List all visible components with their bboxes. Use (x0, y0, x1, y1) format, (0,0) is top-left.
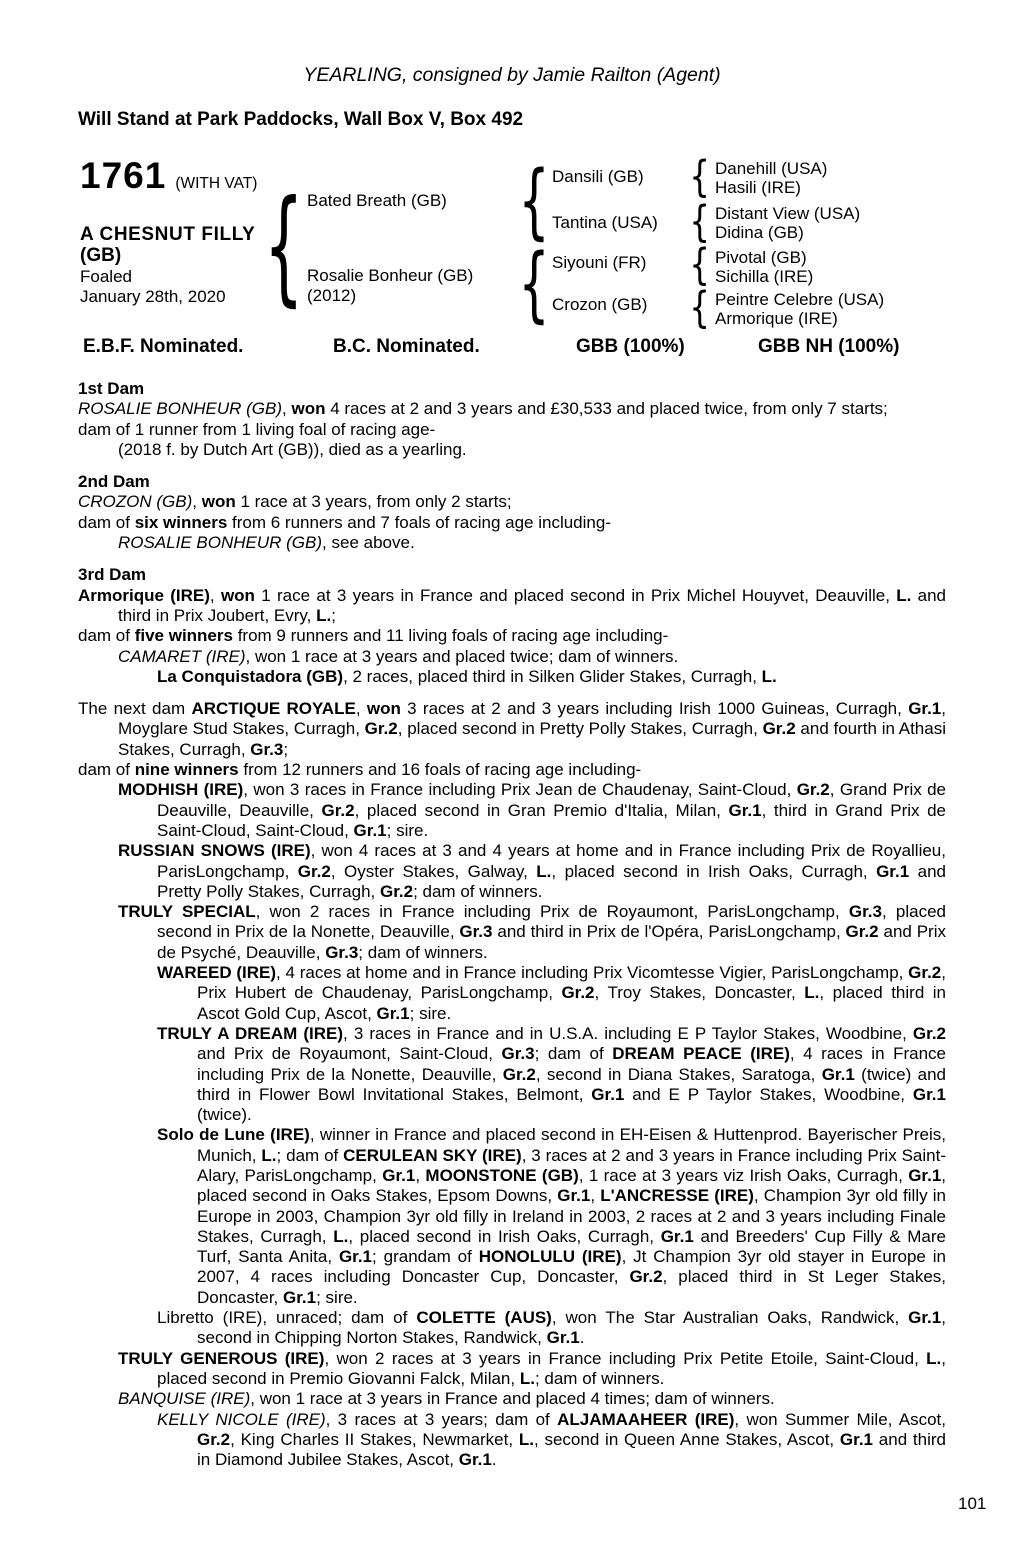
grandparent-name: Dansili (GB) (552, 167, 644, 186)
page-title: YEARLING, consigned by Jamie Railton (Agent) (303, 64, 721, 86)
pedigree-section (78, 565, 946, 687)
foaled-date: January 28th, 2020 (80, 287, 226, 306)
catalog-paragraph: Armorique (IRE), won 1 race at 3 years in France and placed second in Prix Michel Houyvet, Deauville, L. and third in Prix Joubert, Evry, L.; (78, 585, 947, 625)
brace-glyph: { (264, 173, 304, 319)
great-grandparent-name: Sichilla (IRE) (715, 267, 814, 286)
lot-number: 1761 (80, 155, 167, 196)
vat-note: (WITH VAT) (175, 175, 258, 192)
catalog-paragraph: dam of five winners from 9 runners and 11 living foals of racing age including- (78, 626, 669, 646)
horse-country: (GB) (80, 245, 122, 266)
section-heading: 3rd Dam (78, 565, 147, 585)
catalog-paragraph: CAMARET (IRE), won 1 race at 3 years and placed twice; dam of winners. (118, 646, 679, 666)
pedigree-section (78, 699, 946, 1470)
brace-glyph: { (518, 236, 550, 332)
nomination-item: B.C. Nominated. (333, 336, 480, 357)
brace-glyph: { (689, 196, 711, 247)
catalog-paragraph: La Conquistadora (GB), 2 races, placed third in Silken Glider Stakes, Curragh, L. (157, 666, 777, 686)
catalog-paragraph: RUSSIAN SNOWS (IRE), won 4 races at 3 and 4 years at home and in France including Prix de Royallieu, ParisLongchamp, Gr.2, Oyster Stakes, Galway, L., placed second in Irish Oaks, Curragh, Gr.1 and Pretty Polly Stakes, Curragh, Gr.2; dam of winners. (118, 841, 946, 901)
great-grandparent-name: Distant View (USA) (715, 204, 861, 223)
nomination-item: GBB NH (100%) (758, 336, 900, 357)
catalog-paragraph: TRULY SPECIAL, won 2 races in France including Prix de Royaumont, ParisLongchamp, Gr.3, placed second in Prix de la Nonette, Deauville, Gr.3 and third in Prix de l'Opéra, ParisLongchamp, Gr.2 and Prix de Psyché, Deauville, Gr.3; dam of winners. (118, 902, 946, 962)
grandparent-name: Tantina (USA) (552, 213, 658, 232)
catalog-paragraph: MODHISH (IRE), won 3 races in France including Prix Jean de Chaudenay, Saint-Cloud, Gr.2, Grand Prix de Deauville, Deauville, Gr.2, placed second in Gran Premio d'Italia, Milan, Gr.1, third in Grand Prix de Saint-Cloud, Saint-Cloud, Gr.1; sire. (118, 780, 947, 840)
pedigree-section (78, 379, 946, 460)
brace-glyph: { (689, 239, 711, 290)
dam-year: (2012) (307, 286, 357, 305)
great-grandparent-name: Didina (GB) (715, 223, 804, 242)
great-grandparent-name: Danehill (USA) (715, 159, 828, 178)
stand-location: Will Stand at Park Paddocks, Wall Box V, Box 492 (78, 109, 524, 130)
sire-name: Bated Breath (GB) (307, 191, 447, 210)
catalog-paragraph: WAREED (IRE), 4 races at home and in France including Prix Vicomtesse Vigier, ParisLongchamp, Gr.2, Prix Hubert de Chaudenay, ParisLongchamp, Gr.2, Troy Stakes, Doncaster, L., placed third in Ascot Gold Cup, Ascot, Gr.1; sire. (157, 963, 947, 1023)
great-grandparent-name: Peintre Celebre (USA) (715, 290, 885, 309)
brace-glyph: { (518, 153, 550, 249)
grandparent-name: Siyouni (FR) (552, 253, 647, 272)
catalog-paragraph: dam of 1 runner from 1 living foal of racing age- (78, 419, 436, 439)
catalog-paragraph: (2018 f. by Dutch Art (GB)), died as a yearling. (118, 439, 467, 459)
horse-name: A CHESNUT FILLY (80, 224, 256, 245)
catalog-paragraph: CROZON (GB), won 1 race at 3 years, from only 2 starts; (78, 492, 512, 512)
catalog-paragraph: KELLY NICOLE (IRE), 3 races at 3 years; dam of ALJAMAAHEER (IRE), won Summer Mile, Ascot, Gr.2, King Charles II Stakes, Newmarket, L., second in Queen Anne Stakes, Ascot, Gr.1 and third in Diamond Jubilee Stakes, Ascot, Gr.1. (157, 1409, 946, 1470)
nomination-item: GBB (100%) (576, 336, 685, 357)
lot-line (80, 155, 257, 197)
catalog-body (78, 379, 946, 1470)
brace-glyph: { (689, 151, 711, 202)
pedigree-section (78, 472, 946, 553)
section-heading: 2nd Dam (78, 472, 150, 492)
great-grandparent-name: Armorique (IRE) (715, 309, 838, 328)
foaled-label: Foaled (80, 267, 132, 286)
catalog-paragraph: Libretto (IRE), unraced; dam of COLETTE (AUS), won The Star Australian Oaks, Randwick, Gr.1, second in Chipping Norton Stakes, Randwick, Gr.1. (157, 1308, 946, 1348)
catalog-paragraph: The next dam ARCTIQUE ROYALE, won 3 races at 2 and 3 years including Irish 1000 Guineas, Curragh, Gr.1, Moyglare Stud Stakes, Curragh, Gr.2, placed second in Pretty Polly Stakes, Curragh, Gr.2 and fourth in Athasi Stakes, Curragh, Gr.3; (78, 699, 947, 759)
catalog-paragraph: dam of six winners from 6 runners and 7 foals of racing age including- (78, 512, 611, 532)
dam-name: Rosalie Bonheur (GB) (307, 266, 474, 285)
brace-glyph: { (689, 282, 711, 333)
catalog-paragraph: Solo de Lune (IRE), winner in France and placed second in EH-Eisen & Huttenprod. Bayerischer Preis, Munich, L.; dam of CERULEAN SKY (IRE), 3 races at 2 and 3 years in France including Prix Saint-Alary, ParisLongchamp, Gr.1, MOONSTONE (GB), 1 race at 3 years viz Irish Oaks, Curragh, Gr.1, placed second in Oaks Stakes, Epsom Downs, Gr.1, L'ANCRESSE (IRE), Champion 3yr old filly in Europe in 2003, Champion 3yr old filly in Ireland in 2003, 2 races at 2 and 3 years including Finale Stakes, Curragh, L., placed second in Irish Oaks, Curragh, Gr.1 and Breeders' Cup Filly & Mare Turf, Santa Anita, Gr.1; grandam of HONOLULU (IRE), Jt Champion 3yr old stayer in Europe in 2007, 4 races including Doncaster Cup, Doncaster, Gr.2, placed third in St Leger Stakes, Doncaster, Gr.1; sire. (157, 1125, 947, 1307)
catalog-paragraph: ROSALIE BONHEUR (GB), see above. (118, 533, 415, 553)
catalog-paragraph: ROSALIE BONHEUR (GB), won 4 races at 2 and 3 years and £30,533 and placed twice, from only 7 starts; (78, 399, 888, 419)
great-grandparent-name: Hasili (IRE) (715, 178, 801, 197)
grandparent-name: Crozon (GB) (552, 295, 648, 314)
page-number: 101 (958, 1494, 987, 1513)
great-grandparent-name: Pivotal (GB) (715, 248, 807, 267)
nomination-item: E.B.F. Nominated. (83, 336, 244, 357)
catalog-paragraph: dam of nine winners from 12 runners and 16 foals of racing age including- (78, 760, 642, 780)
section-heading: 1st Dam (78, 379, 145, 398)
catalog-paragraph: BANQUISE (IRE), won 1 race at 3 years in France and placed 4 times; dam of winners. (118, 1389, 775, 1409)
catalog-paragraph: TRULY A DREAM (IRE), 3 races in France and in U.S.A. including E P Taylor Stakes, Woodbine, Gr.2 and Prix de Royaumont, Saint-Cloud, Gr.3; dam of DREAM PEACE (IRE), 4 races in France including Prix de la Nonette, Deauville, Gr.2, second in Diana Stakes, Saratoga, Gr.1 (twice) and third in Flower Bowl Invitational Stakes, Belmont, Gr.1 and E P Taylor Stakes, Woodbine, Gr.1 (twice). (157, 1023, 947, 1125)
catalog-paragraph: TRULY GENEROUS (IRE), won 2 races at 3 years in France including Prix Petite Etoile, Saint-Cloud, L., placed second in Premio Giovanni Falck, Milan, L.; dam of winners. (118, 1348, 946, 1388)
